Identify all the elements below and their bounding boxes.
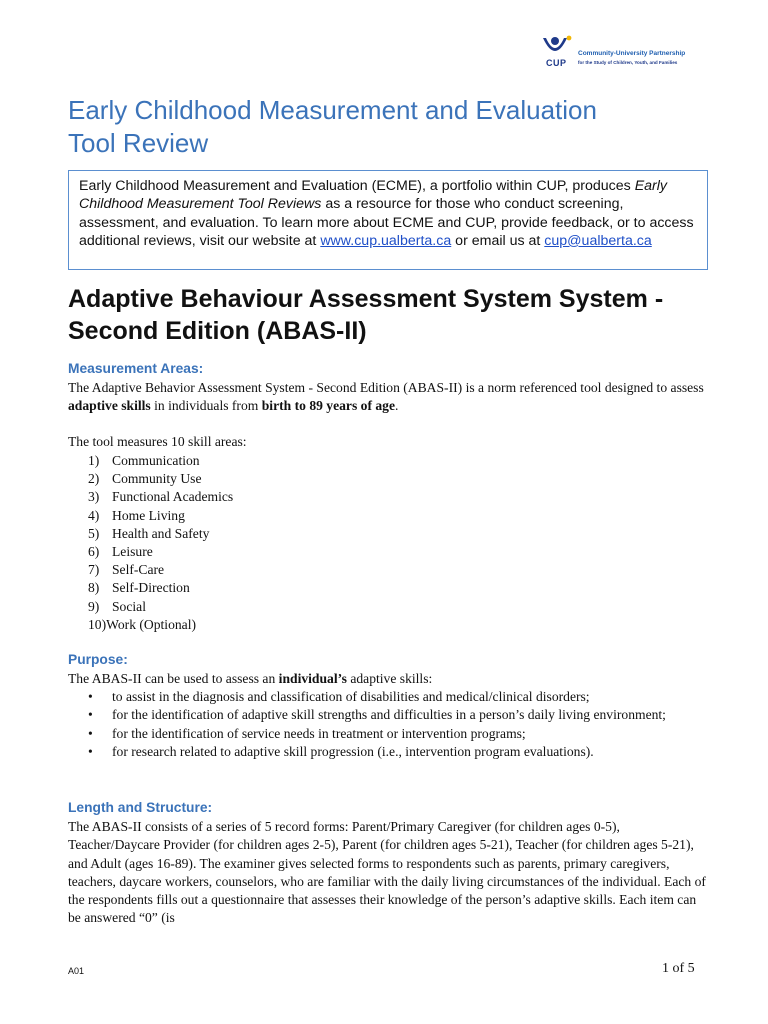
bullet-icon: • <box>88 725 93 741</box>
intro-bold-adaptive-skills: adaptive skills <box>68 398 151 414</box>
tool-title-line2: Second Edition (ABAS-II) <box>68 317 367 345</box>
length-structure-heading: Length and Structure: <box>68 800 213 815</box>
skill-list-intro: The tool measures 10 skill areas: <box>68 434 247 449</box>
page-title-line1: Early Childhood Measurement and Evaluation <box>68 95 597 125</box>
length-structure-text: The ABAS-II consists of a series of 5 record forms: Parent/Primary Caregiver (for children ages 0-5), Teacher/Daycare Provider (for children ages 2-5), Parent (for children ages 5-21), Teacher (for children ages 5-21), and Adult (ages 16-89). The examiner gives selected forms to respondents such as parents, primary caregivers, teachers, daycare workers, counselors, who are familiar with the daily living circumstances of the individual. Each of the respondents fills out a questionnaire that assesses their knowledge of the person’s adaptive skills. Each item can be answered “0” (is <box>68 819 706 926</box>
list-item <box>88 561 233 579</box>
page-title <box>68 94 708 160</box>
list-item <box>88 725 708 743</box>
skill-number: 5) <box>88 525 100 541</box>
skill-label: Home Living <box>112 507 185 523</box>
email-link[interactable]: cup@ualberta.ca <box>544 232 652 249</box>
bullet-icon: • <box>88 689 93 704</box>
logo-subtitle: for the Study of Children, Youth, and Families <box>578 60 678 65</box>
skill-label: Functional Academics <box>112 489 234 505</box>
list-item <box>88 470 233 488</box>
logo-acronym: CUP <box>546 58 567 68</box>
bullet-text: for the identification of adaptive skill strengths and difficulties in a person’s daily living environment; <box>112 707 666 723</box>
intro-bold-age-range: birth to 89 years of age <box>261 398 396 414</box>
info-italic-title: Early Childhood Measurement Tool Reviews <box>79 178 668 213</box>
intro-text-a: The Adaptive Behavior Assessment System - Second Edition (ABAS-II) is a norm referenced tool designed to assess <box>68 380 704 395</box>
list-item <box>88 452 233 470</box>
skill-label: Health and Safety <box>112 525 210 541</box>
skill-label: Work (Optional) <box>106 616 197 632</box>
skill-label: Self-Care <box>112 562 165 578</box>
skill-number: 6) <box>88 544 100 560</box>
skill-label: Social <box>112 598 146 614</box>
list-item <box>88 543 233 561</box>
list-item <box>88 743 708 761</box>
skill-number: 4) <box>88 507 100 523</box>
skill-number: 10) <box>88 616 107 632</box>
website-link[interactable]: www.cup.ualberta.ca <box>320 232 452 249</box>
list-item <box>88 488 233 506</box>
logo-name: Community-University Partnership <box>578 50 686 57</box>
tool-title-line1: Adaptive Behaviour Assessment System System - <box>68 285 664 313</box>
ecme-info-box <box>68 170 708 270</box>
list-item <box>88 616 233 634</box>
measurement-areas-intro <box>68 379 708 416</box>
bullet-text: for research related to adaptive skill progression (i.e., intervention program evaluations). <box>112 743 594 759</box>
page-number: 1 of 5 <box>662 961 695 976</box>
page-title-line2: Tool Review <box>68 128 209 158</box>
list-item <box>88 598 233 616</box>
list-item <box>88 688 708 706</box>
list-item <box>88 706 708 724</box>
skill-label: Leisure <box>112 544 153 560</box>
bullet-text: for the identification of service needs in treatment or intervention programs; <box>112 725 526 741</box>
list-item <box>88 507 233 525</box>
info-text-2: as a resource for those who conduct screening, assessment, and evaluation. To learn more about ECME and CUP, provide feedback, or to access additional reviews, visit our website at <box>79 196 694 249</box>
skill-number: 8) <box>88 580 100 596</box>
skill-list <box>88 452 233 634</box>
cup-logo <box>540 34 720 74</box>
info-text-3: or email us at <box>451 232 545 249</box>
purpose-bullet-list <box>88 688 708 761</box>
skill-number: 9) <box>88 598 100 614</box>
purpose-intro-a: The ABAS-II can be used to assess an <box>68 671 279 686</box>
purpose-intro-bold: individual’s <box>278 671 347 686</box>
skill-number: 2) <box>88 471 100 487</box>
list-item <box>88 579 233 597</box>
bullet-icon: • <box>88 743 93 759</box>
bullet-icon: • <box>88 707 93 723</box>
list-item <box>88 525 233 543</box>
skill-label: Community Use <box>112 471 202 487</box>
bullet-text: to assist in the diagnosis and classification of disabilities and medical/clinical disorders; <box>112 689 590 704</box>
skill-number: 7) <box>88 562 100 578</box>
purpose-heading: Purpose: <box>68 652 128 667</box>
skill-label: Communication <box>112 453 200 468</box>
footer-code: A01 <box>68 966 85 976</box>
intro-text-b: in individuals from <box>150 398 262 414</box>
skill-number: 3) <box>88 489 100 505</box>
measurement-areas-heading: Measurement Areas: <box>68 361 204 376</box>
intro-text-c: . <box>395 398 399 414</box>
purpose-intro-b: adaptive skills: <box>346 671 433 686</box>
skill-label: Self-Direction <box>112 580 190 596</box>
info-text-1: Early Childhood Measurement and Evaluation (ECME), a portfolio within CUP, produces <box>79 178 635 194</box>
tool-title <box>68 283 708 347</box>
skill-number: 1) <box>88 453 100 468</box>
purpose-intro <box>68 670 708 688</box>
